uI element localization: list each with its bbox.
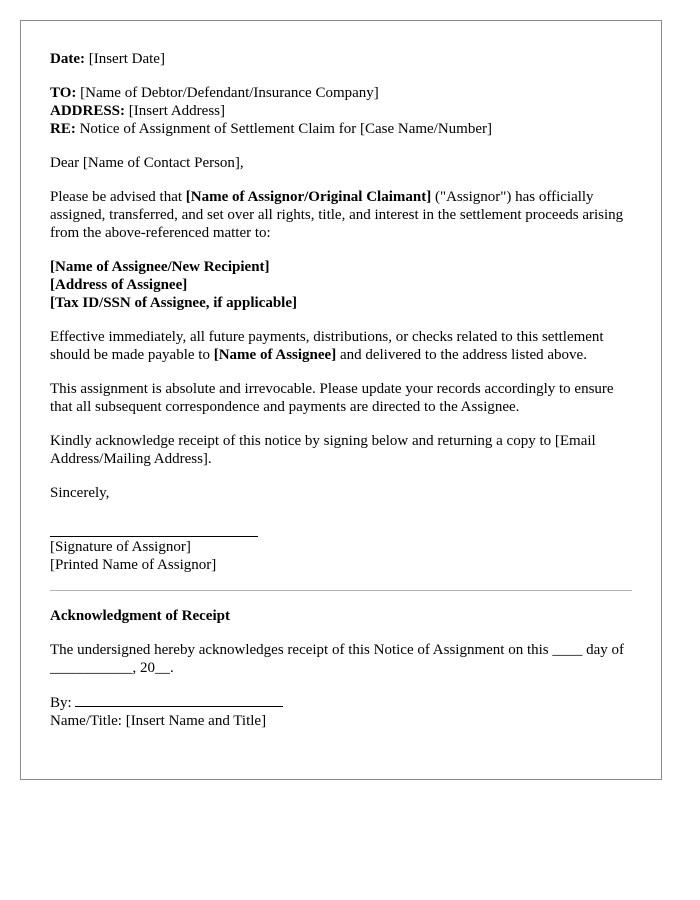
assignee-block (50, 258, 632, 312)
acknowledgment-signoff (50, 693, 632, 730)
acknowledgment-text: The undersigned hereby acknowledges receipt of this Notice of Assignment on this ____ day of ___________, 20__. (50, 642, 625, 676)
by-label: By: (50, 695, 72, 711)
re-label: RE: (50, 121, 76, 137)
by-signature-blank[interactable] (75, 693, 283, 707)
name-title-line: Name/Title: [Insert Name and Title] (50, 713, 267, 729)
para1-after: ("Assignor") has officially assigned, transferred, and set over all rights, title, and interest in the settlement proceeds arising from the above-referenced matter to: (50, 189, 624, 241)
date-value: [Insert Date] (88, 51, 165, 67)
date-label: Date: (50, 51, 85, 67)
section-divider (50, 590, 632, 591)
acknowledgment-heading-text: Acknowledgment of Receipt (50, 608, 230, 624)
closing: Sincerely, (50, 485, 110, 501)
signature-block (50, 536, 632, 574)
re-line (50, 120, 632, 138)
signature-line[interactable] (50, 536, 258, 537)
by-line (50, 693, 632, 712)
recipient-block (50, 84, 632, 138)
acknowledgment-heading (50, 607, 632, 625)
para2-after: and delivered to the address listed above. (336, 347, 587, 363)
paragraph-acknowledge-request: Kindly acknowledge receipt of this notice by signing below and returning a copy to [Email Address/Mailing Address]. (50, 433, 596, 467)
printed-name-label: [Printed Name of Assignor] (50, 557, 217, 573)
re-value: Notice of Assignment of Settlement Claim for [Case Name/Number] (79, 121, 492, 137)
para2-assignee: [Name of Assignee] (213, 347, 337, 363)
paragraph-assignment (50, 188, 632, 242)
salutation: Dear [Name of Contact Person], (50, 155, 244, 171)
paragraph-irrevocable: This assignment is absolute and irrevocable. Please update your records accordingly to ensure that all subsequent correspondence and payments are directed to the Assignee. (50, 381, 614, 415)
address-value: [Insert Address] (128, 103, 225, 119)
para2-before: Effective immediately, all future payments, distributions, or checks related to this settlement should be made payable to (50, 329, 604, 363)
para1-before: Please be advised that (50, 189, 186, 205)
para1-assignor: [Name of Assignor/Original Claimant] (185, 189, 432, 205)
to-label: TO: (50, 85, 77, 101)
assignee-tax-id: [Tax ID/SSN of Assignee, if applicable] (50, 295, 297, 311)
date-block (50, 50, 632, 68)
address-line (50, 102, 632, 120)
letter-document (20, 20, 662, 780)
paragraph-payment (50, 328, 632, 364)
assignee-name: [Name of Assignee/New Recipient] (50, 259, 270, 275)
signature-label: [Signature of Assignor] (50, 539, 191, 555)
to-line (50, 84, 632, 102)
assignee-address: [Address of Assignee] (50, 277, 188, 293)
address-label: ADDRESS: (50, 103, 126, 119)
to-value: [Name of Debtor/Defendant/Insurance Company] (80, 85, 379, 101)
